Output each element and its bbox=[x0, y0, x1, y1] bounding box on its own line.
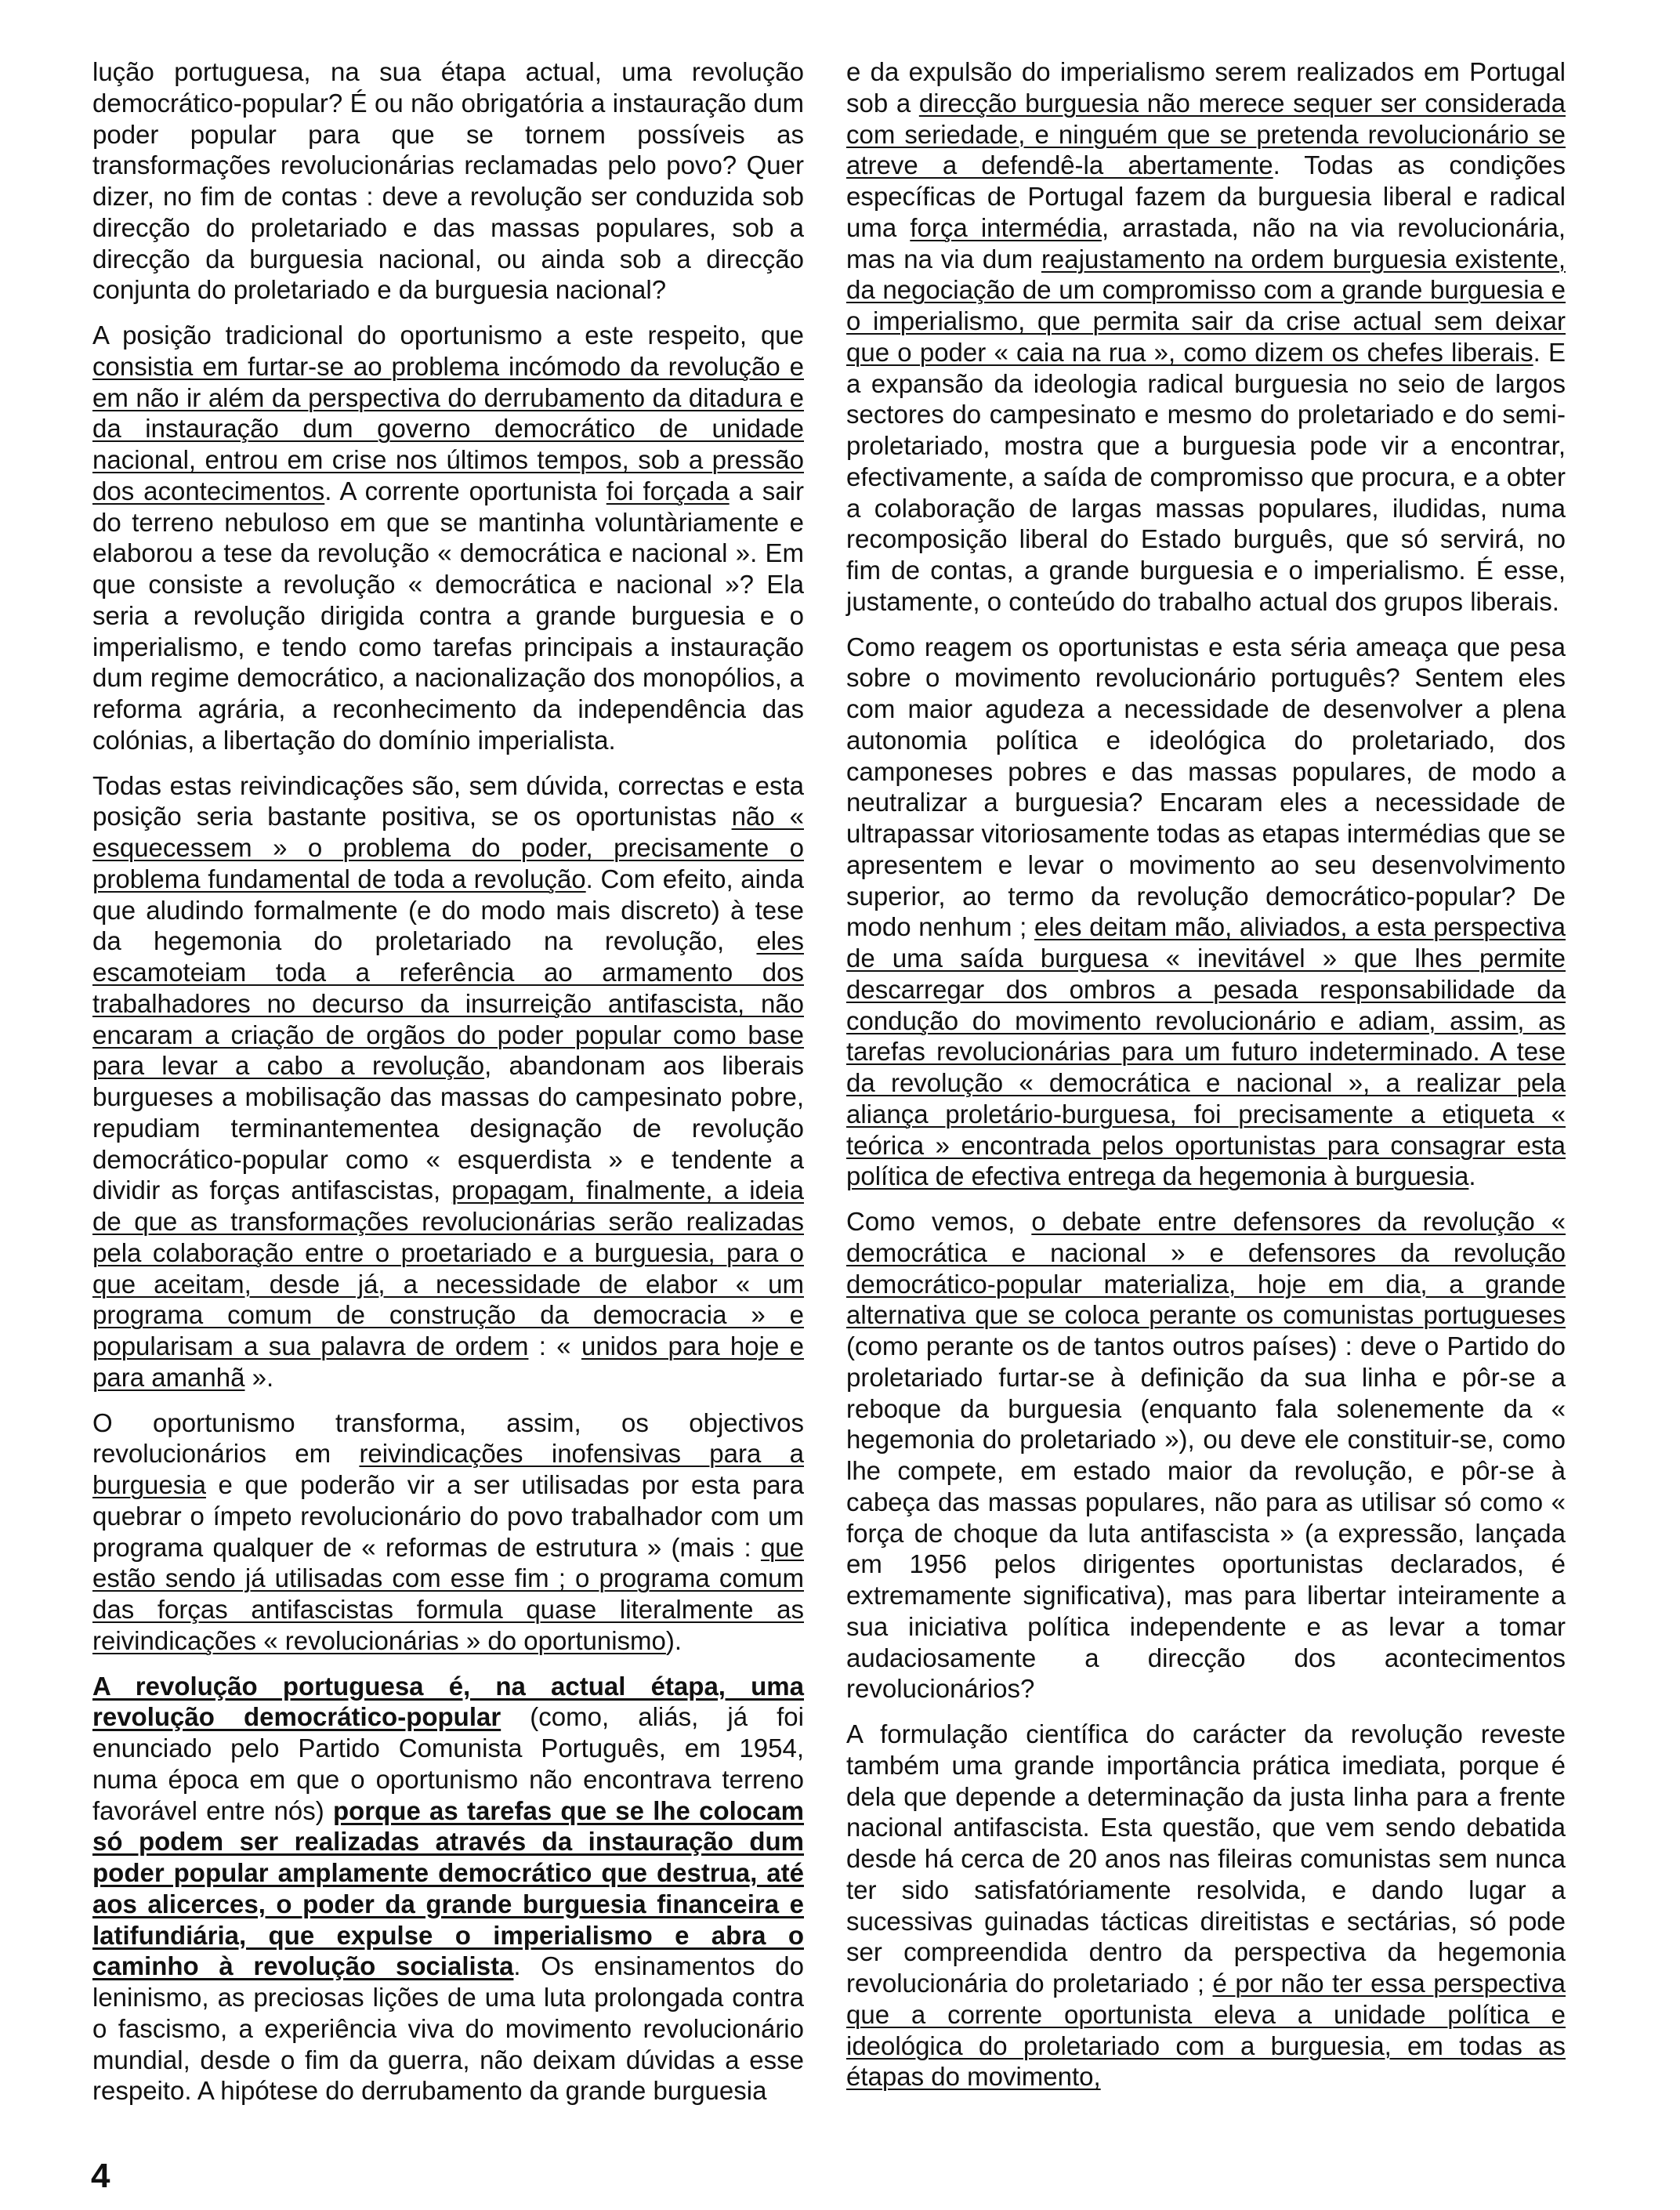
text-run: O oportunismo transforma, assim, os objectivos revolucionários em bbox=[92, 1408, 804, 1469]
paragraph bbox=[846, 56, 1566, 618]
text-run: e que poderão vir a ser utilisadas por esta para quebrar o ímpeto revolucionário do povo trabalhador com um programa qualquer de « reformas de estrutura » (mais : bbox=[92, 1470, 804, 1562]
text-run: e da expulsão do imperialismo serem realizados em Portugal sob a bbox=[846, 57, 1566, 118]
paragraph bbox=[92, 56, 804, 306]
underlined-text: eles escamoteiam toda a referência ao armamento dos trabalhadores no decurso da insurreição antifascista, não encaram a criação de orgãos do poder popular como base para levar a cabo a revolução bbox=[92, 926, 804, 1081]
text-run: Como reagem os oportunistas e esta séria ameaça que pesa sobre o movimento revolucionário português? Sentem eles com maior agudeza a necessidade de desenvolver a plena autonomia política e ideológica do proletariado, dos camponeses pobres e das massas populares, de modo a neutralizar a burguesia? Encaram eles a necessidade de ultrapassar vitoriosamente todas as etapas intermédias que se apresentem e levar o movimento ao seu desenvolvimento superior, ao termo da revolução democrático-popular? De modo nenhum ; bbox=[846, 632, 1566, 942]
text-run: (como, aliás, já foi enunciado pelo Partido Comunista Português, em 1954, numa época em que o oportunismo não encontrava terreno favorável entre nós) bbox=[92, 1702, 804, 1825]
underlined-text: unidos para hoje e para amanhã bbox=[92, 1331, 804, 1392]
underlined-text: consistia em furtar-se ao problema incómodo da revolução e em não ir além da perspectiva do derrubamento da ditadura e da instauração dum governo democrático de unidade nacional, entrou em crise nos últimos tempos, sob a pressão dos acontecimentos bbox=[92, 351, 804, 505]
text-run: A posição tradicional do oportunismo a este respeito, que bbox=[92, 321, 804, 350]
paragraph bbox=[92, 770, 804, 1393]
bold-underlined-text: porque as tarefas que se lhe colocam só podem ser realizadas através da instauração dum poder popular amplamente democrático que destrua, até aos alicerces, o poder da grande burguesia financeira e latifundiária, que expulse o imperialismo e abra o caminho à revolução socialista bbox=[92, 1795, 805, 1981]
underlined-text: o debate entre defensores da revolução « democrática e nacional » e defensores da revolução democrático-popular materializa, hoje em dia, a grande alternativa que se coloca perante os comunistas portugueses bbox=[846, 1207, 1566, 1330]
underlined-text: eles deitam mão, aliviados, a esta perspectiva de uma saída burguesa « inevitável » que lhes permite descarregar dos ombros a pesada responsabilidade da condução do movimento revolucionário e adiam, assim, as tarefas revolucionárias para um futuro indeterminado. A tese da revolução « democrática e nacional », a realizar pela aliança proletário-burguesa, foi precisamente a etiqueta « teórica » encontrada pelos oportunistas para consagrar esta política de efectiva entrega da hegemonia à burguesia bbox=[846, 912, 1566, 1191]
text-run: : « bbox=[528, 1331, 581, 1360]
paragraph bbox=[92, 320, 804, 756]
text-run: A formulação científica do carácter da revolução reveste também uma grande importância prática imediata, porque é dela que depende a determinação da justa linha para a frente nacional antifascista. Esta questão, que vem sendo debatida desde há cerca de 20 anos nas fileiras comunistas sem nunca ter sido satisfatóriamente resolvida, e dando lugar a sucessivas guinadas tácticas direitistas e sectárias, só pode ser compreendida dentro da perspectiva da hegemonia revolucionária do proletariado ; bbox=[846, 1719, 1566, 1998]
right-column bbox=[846, 56, 1566, 2107]
underlined-text: reivindicações inofensivas para a burguesia bbox=[92, 1439, 805, 1499]
text-run: . A corrente oportunista bbox=[324, 476, 606, 505]
text-run: . E a expansão da ideologia radical burguesia no seio de largos sectores do campesinato e mesmo do proletariado e do semi-proletariado, mostra que a burguesia pode vir a encontrar, efectivamente, a saída de compromisso que procura, e a obter a colaboração de largas massas populares, iludidas, numa recomposição liberal do Estado burguês, que só servirá, no fim de contas, a grande burguesia e o imperialismo. É esse, justamente, o conteúdo do trabalho actual dos grupos liberais. bbox=[846, 337, 1566, 616]
underlined-text: direcção burguesia não merece sequer ser considerada com seriedade, e ninguém que se pretenda revolucionário se atreve a defendê-la abertamente bbox=[846, 88, 1566, 180]
text-run: a sair do terreno nebuloso em que se mantinha voluntàriamente e elaborou a tese da revolução « democrática e nacional ». Em que consiste a revolução « democrática e nacional »? Ela seria a revolução dirigida contra a grande burguesia e o imperialismo, e tendo como tarefas principais a instauração dum regime democrático, a nacionalização dos monopólios, a reforma agrária, a reconhecimento da independência das colónias, a libertação do domínio imperialista. bbox=[92, 476, 804, 755]
text-run: (como perante os de tantos outros países) : deve o Partido do proletariado furtar-se à definição da sua linha e pôr-se a reboque da burguesia (enquanto fala solenemente da « hegemonia do proletariado »), ou deve ele constituir-se, como lhe compete, em estado maior da revolução, e pôr-se à cabeça das massas populares, não para as utilisar só como « força de choque da luta antifascista » (a expressão, lançada em 1956 pelos dirigentes oportunistas declarados, é extremamente significativa), mas para libertar inteiramente a sua iniciativa política independente e as levar a tomar audaciosamente a direcção dos acontecimentos revolucionários? bbox=[846, 1331, 1566, 1704]
paragraph bbox=[92, 1408, 804, 1657]
paragraph bbox=[92, 1671, 804, 2107]
text-run: Todas estas reivindicações são, sem dúvida, correctas e esta posição seria bastante positiva, se os oportunistas bbox=[92, 770, 804, 831]
left-column bbox=[92, 56, 804, 2121]
text-run: . Todas as condições específicas de Portugal fazem da burguesia liberal e radical uma bbox=[846, 150, 1566, 242]
underlined-text: é por não ter essa perspectiva que a corrente oportunista eleva a unidade política e ideológica do proletariado com a burguesia, em todas as étapas do movimento, bbox=[846, 1969, 1566, 2092]
text-run: Como vemos, bbox=[846, 1207, 1032, 1236]
text-run: , arrastada, não na via revolucionária, mas na via dum bbox=[846, 212, 1566, 274]
underlined-text: não « esquecessem » o problema do poder, precisamente o problema fundamental de toda a revolução bbox=[92, 802, 804, 893]
bold-underlined-text: A revolução portuguesa é, na actual étapa, uma revolução democrático-popular bbox=[92, 1671, 804, 1732]
page-number: 4 bbox=[91, 2157, 110, 2195]
text-run: . Com efeito, ainda que aludindo formalmente (e do modo mais discreto) à tese da hegemonia do proletariado na revolução, bbox=[92, 864, 804, 956]
underlined-text: força intermédia bbox=[910, 212, 1102, 242]
paragraph bbox=[846, 632, 1566, 1193]
underlined-text: propagam, finalmente, a ideia de que as transformações revolucionárias serão realizadas pela colaboração entre o proetariado e a burguesia, para o que aceitam, desde já, a necessidade de elabor « um programa comum de construção da democracia » e popularisam a sua palavra de ordem bbox=[92, 1176, 804, 1360]
text-run: ). bbox=[665, 1625, 682, 1655]
text-run: . bbox=[1468, 1161, 1476, 1191]
underlined-text: que estão sendo já utilisadas com esse fim ; o programa comum das forças antifascistas formula quase literalmente as reivindicações « revolucionárias » do oportunismo bbox=[92, 1532, 804, 1655]
paragraph bbox=[846, 1719, 1566, 2092]
text-run: ». bbox=[244, 1362, 274, 1392]
text-run: lução portuguesa, na sua étapa actual, uma revolução democrático-popular? É ou não obrigatória a instauração dum poder popular para que se tornem possíveis as transformações revolucionárias reclamadas pelo povo? Quer dizer, no fim de contas : deve a revolução ser conduzida sob direcção do proletariado e das massas populares, sob a direcção da burguesia nacional, ou ainda sob a direcção conjunta do proletariado e da burguesia nacional? bbox=[92, 57, 804, 305]
text-run: , abandonam aos liberais burgueses a mobilisação das massas do campesinato pobre, repudiam terminantementea designação de revolução democrático-popular como « esquerdista » e tendente a dividir as forças antifascistas, bbox=[92, 1051, 804, 1205]
paragraph bbox=[846, 1206, 1566, 1705]
underlined-text: foi forçada bbox=[606, 476, 730, 505]
underlined-text: reajustamento na ordem burguesia existente, da negociação de um compromisso com a grande burguesia e o imperialismo, que permita sair da crise actual sem deixar que o poder « caia na rua », como dizem os chefes liberais bbox=[846, 244, 1566, 367]
text-run: . Os ensinamentos do leninismo, as preciosas lições de uma luta prolongada contra o fascismo, a experiência viva do movimento revolucionário mundial, desde o fim da guerra, não deixam dúvidas a esse respeito. A hipótese do derrubamento da grande burguesia bbox=[92, 1951, 804, 2106]
